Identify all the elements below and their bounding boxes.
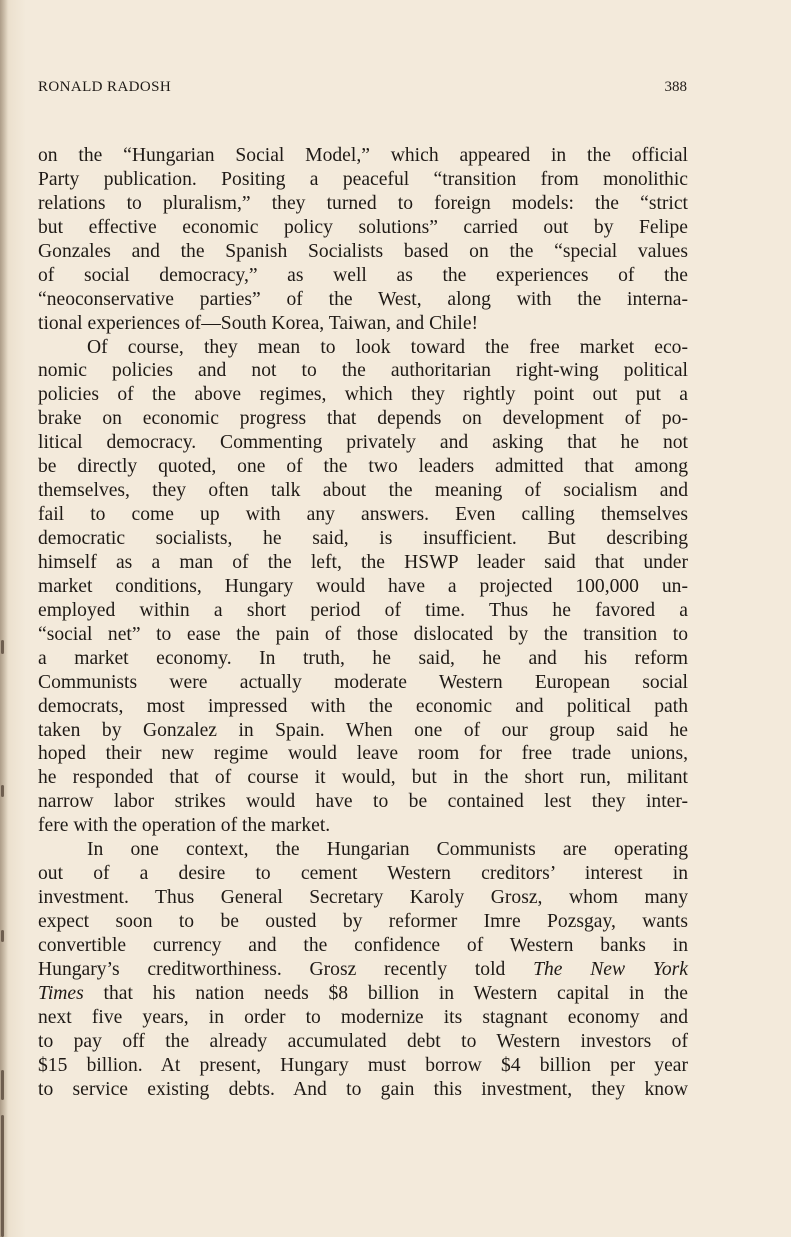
text-line: of social democracy,” as well as the experiences of the [38, 264, 688, 286]
text-line: themselves, they often talk about the meaning of socialism and [38, 480, 688, 502]
text-line: litical democracy. Commenting privately and asking that he not [38, 432, 688, 454]
text-line: a market economy. In truth, he said, he and his reform [38, 647, 688, 669]
text-line: In one context, the Hungarian Communists are operating [87, 839, 688, 861]
text-line: democratic socialists, he said, is insufficient. But describing [38, 528, 688, 549]
text-line: investment. Thus General Secretary Karoly Grosz, whom many [38, 887, 688, 909]
italic-title: The New York [533, 958, 688, 980]
text-line: tional experiences of—South Korea, Taiwan, and Chile! [38, 312, 479, 334]
running-head-author: RONALD RADOSH [38, 79, 172, 95]
text-line: $15 billion. At present, Hungary must borrow $4 billion per year [38, 1054, 688, 1076]
text-line: he responded that of course it would, but in the short run, militant [38, 767, 688, 789]
text-line: “neoconservative parties” of the West, along with the interna- [38, 288, 688, 310]
text-line: taken by Gonzalez in Spain. When one of our group said he [38, 719, 688, 741]
text-line: brake on economic progress that depends on development of po- [38, 408, 688, 430]
text-line: employed within a short period of time. Thus he favored a [38, 599, 688, 621]
text-line: Of course, they mean to look toward the free market eco- [87, 336, 688, 358]
text-line: nomic policies and not to the authoritarian right-wing political [38, 360, 688, 382]
text-segment: that his nation needs $8 billion in Western capital in the [83, 982, 688, 1004]
text-line: policies of the above regimes, which they rightly point out put a [38, 384, 688, 406]
text-line: hoped their new regime would leave room for free trade unions, [38, 743, 688, 765]
text-line: “social net” to ease the pain of those dislocated by the transition to [38, 623, 688, 645]
text-line: fere with the operation of the market. [38, 815, 331, 837]
text-line: next five years, in order to modernize its stagnant economy and [38, 1006, 688, 1028]
text-line: market conditions, Hungary would have a projected 100,000 un- [38, 575, 688, 597]
binding-mark [1, 1070, 4, 1100]
running-head [38, 79, 687, 99]
text-line: be directly quoted, one of the two leaders admitted that among [38, 456, 688, 478]
text-line: on the “Hungarian Social Model,” which appeared in the official [38, 145, 688, 166]
binding-mark [1, 640, 4, 654]
text-line: expect soon to be ousted by reformer Imre Pozsgay, wants [38, 911, 688, 932]
spine-shadow [0, 0, 8, 1237]
text-line: out of a desire to cement Western creditors’ interest in [38, 863, 688, 885]
binding-mark [1, 785, 4, 797]
text-line: Party publication. Positing a peaceful “transition from monolithic [38, 168, 688, 190]
text-line: Communists were actually moderate Western European social [38, 671, 688, 693]
text-line [38, 958, 688, 982]
text-line: but effective economic policy solutions” carried out by Felipe [38, 216, 688, 238]
text-segment: Hungary’s creditworthiness. Grosz recently told [38, 958, 534, 980]
text-line: democrats, most impressed with the economic and political path [38, 695, 688, 717]
text-line: convertible currency and the confidence of Western banks in [38, 934, 688, 956]
text-line: to service existing debts. And to gain this investment, they know [38, 1078, 688, 1100]
body-text [38, 144, 688, 1102]
text-line: to pay off the already accumulated debt to Western investors of [38, 1030, 688, 1052]
page-number: 388 [664, 79, 687, 95]
binding-mark [1, 930, 4, 942]
text-line: relations to pluralism,” they turned to foreign models: the “strict [38, 192, 688, 214]
text-line: narrow labor strikes would have to be contained lest they inter- [38, 791, 688, 813]
italic-title: Times [38, 982, 84, 1004]
binding-mark [1, 1115, 4, 1237]
text-line: Gonzales and the Spanish Socialists based on the “special values [38, 240, 688, 262]
text-line [38, 982, 688, 1006]
text-line: himself as a man of the left, the HSWP leader said that under [38, 551, 688, 573]
text-line: fail to come up with any answers. Even calling themselves [38, 504, 688, 526]
